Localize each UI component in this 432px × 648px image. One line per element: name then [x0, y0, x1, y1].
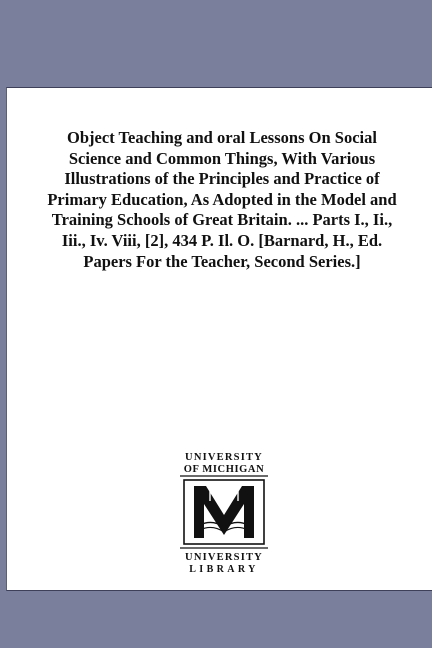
logo-last-line: LIBRARY	[189, 564, 259, 575]
logo-bottom-line: UNIVERSITY	[185, 552, 263, 563]
emblem-icon	[184, 480, 264, 544]
logo-second-line: OF MICHIGAN	[183, 464, 265, 475]
book-title: Object Teaching and oral Lessons On Social Science and Common Things, With Various Illustrations of the Principles and Practice of Primary Education, As Adopted in the Model and Training Schools of Great Britain. ... Parts I., Ii., Iii., Iv. Viii, [2], 434 P. Il. O. [Barnard, H., Ed. Papers For the Teacher, Second Series.]	[47, 128, 397, 271]
title-panel	[6, 87, 432, 591]
logo-top-line: UNIVERSITY	[185, 452, 263, 463]
university-of-michigan-library-logo	[174, 449, 274, 577]
